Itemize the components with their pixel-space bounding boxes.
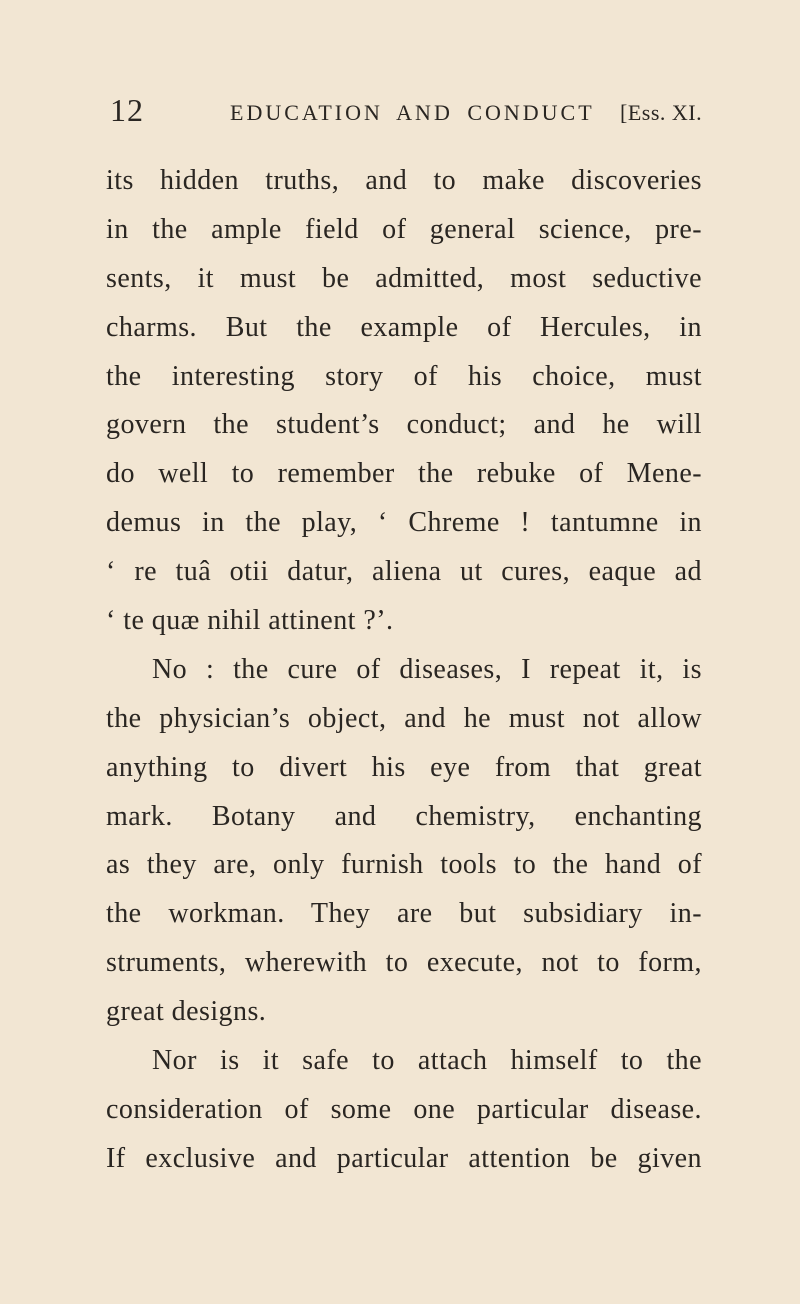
body-text: [106, 162, 702, 1189]
text-line: ‘ re tuâ otii datur, aliena ut cures, eaque ad: [106, 556, 702, 588]
running-head: [0, 92, 800, 132]
text-line: the workman. They are but subsidiary in-: [106, 898, 702, 930]
text-line: do well to remember the rebuke of Mene-: [106, 458, 702, 490]
text-line: If exclusive and particular attention be given: [106, 1142, 702, 1174]
text-line: struments, wherewith to execute, not to form,: [106, 947, 702, 979]
paragraph-start-line: Nor is it safe to attach himself to the: [152, 1045, 702, 1077]
text-line: charms. But the example of Hercules, in: [106, 311, 702, 343]
text-line: consideration of some one particular disease.: [106, 1093, 702, 1125]
section-reference: [Ess. XI.: [620, 100, 703, 125]
text-line: in the ample field of general science, pre-: [106, 213, 702, 245]
text-line: the interesting story of his choice, must: [106, 360, 702, 392]
text-line: as they are, only furnish tools to the hand of: [106, 849, 702, 881]
text-line: ‘ te quæ nihil attinent ?’.: [106, 605, 394, 637]
text-line: demus in the play, ‘ Chreme ! tantumne in: [106, 507, 702, 539]
page-number: 12: [110, 92, 144, 128]
text-line: mark. Botany and chemistry, enchanting: [106, 800, 702, 832]
text-line: govern the student’s conduct; and he will: [106, 409, 702, 441]
text-line: anything to divert his eye from that great: [106, 751, 702, 783]
text-line: sents, it must be admitted, most seductive: [106, 262, 702, 294]
running-title: EDUCATION AND CONDUCT: [230, 100, 595, 125]
text-line: great designs.: [106, 996, 267, 1028]
text-line: its hidden truths, and to make discoveries: [106, 165, 702, 196]
text-line: the physician’s object, and he must not allow: [106, 702, 702, 734]
paragraph-start-line: No : the cure of diseases, I repeat it, is: [152, 653, 702, 685]
